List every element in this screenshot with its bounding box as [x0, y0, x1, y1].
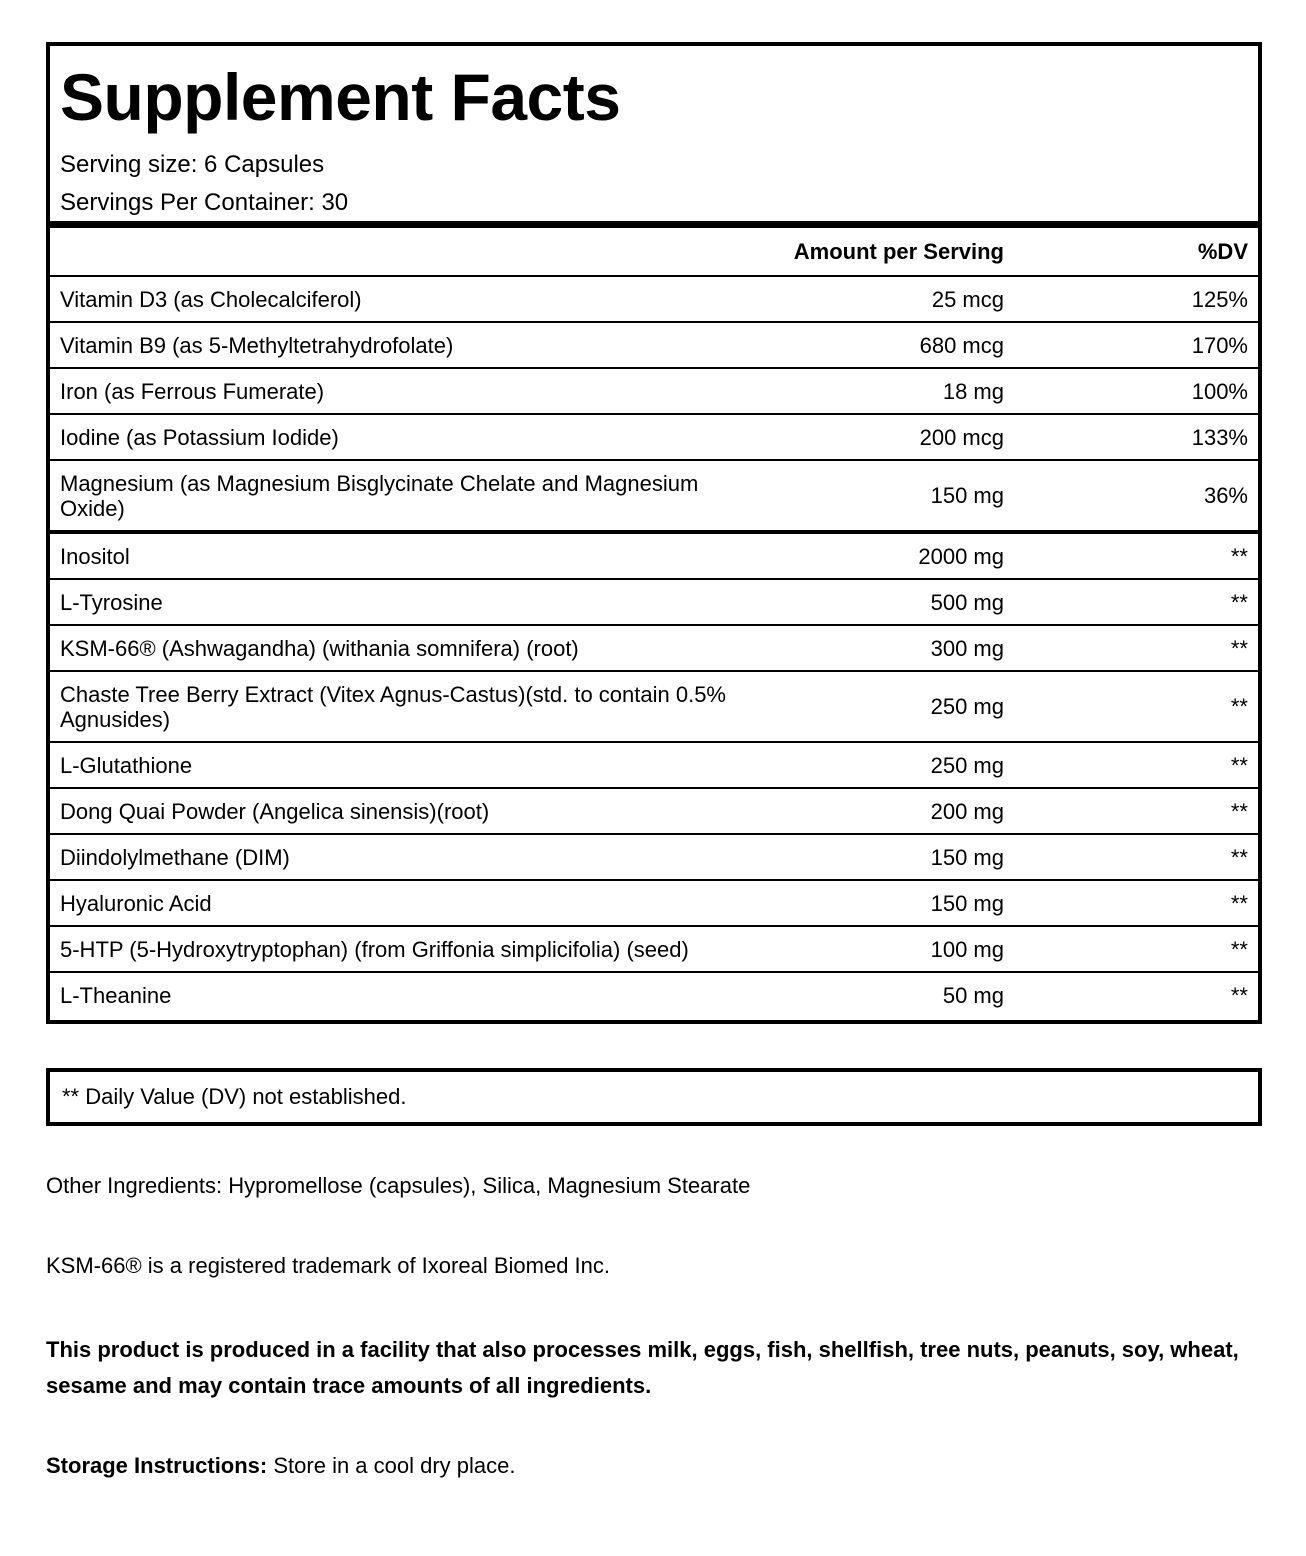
header-dv: %DV	[1014, 228, 1258, 276]
ingredient-name: Hyaluronic Acid	[50, 880, 768, 926]
table-row	[50, 579, 1258, 625]
ingredient-dv: **	[1014, 834, 1258, 880]
ingredient-amount: 150 mg	[768, 880, 1014, 926]
ingredient-amount: 250 mg	[768, 671, 1014, 742]
ingredient-dv: **	[1014, 926, 1258, 972]
ingredient-amount: 25 mcg	[768, 276, 1014, 322]
facts-title: Supplement Facts	[60, 60, 621, 134]
ingredient-name: Iron (as Ferrous Fumerate)	[50, 368, 768, 414]
ingredient-name: Inositol	[50, 532, 768, 579]
facts-table	[50, 228, 1258, 1017]
table-row	[50, 276, 1258, 322]
ingredient-dv: **	[1014, 625, 1258, 671]
allergen-warning: This product is produced in a facility that also processes milk, eggs, fish, shellfish, tree nuts, peanuts, soy, wheat, sesame and may contain trace amounts of all ingredients.	[46, 1337, 1239, 1398]
ingredient-name: Chaste Tree Berry Extract (Vitex Agnus-Castus)(std. to contain 0.5% Agnusides)	[50, 671, 768, 742]
serving-size: Serving size: 6 Capsules	[60, 151, 325, 178]
ingredient-name: KSM-66® (Ashwagandha) (withania somnifera) (root)	[50, 625, 768, 671]
ingredient-name: Vitamin D3 (as Cholecalciferol)	[50, 276, 768, 322]
header-amount: Amount per Serving	[768, 228, 1014, 276]
table-row	[50, 625, 1258, 671]
ingredient-name: Diindolylmethane (DIM)	[50, 834, 768, 880]
table-row	[50, 880, 1258, 926]
ingredient-dv: 133%	[1014, 414, 1258, 460]
ingredient-dv: 100%	[1014, 368, 1258, 414]
facts-header	[50, 46, 1258, 228]
servings-per-container: Servings Per Container: 30	[60, 189, 349, 216]
table-row	[50, 788, 1258, 834]
ingredient-name: L-Tyrosine	[50, 579, 768, 625]
ingredient-name: Dong Quai Powder (Angelica sinensis)(root)	[50, 788, 768, 834]
ingredient-amount: 2000 mg	[768, 532, 1014, 579]
ingredient-amount: 150 mg	[768, 460, 1014, 532]
ingredient-dv: 36%	[1014, 460, 1258, 532]
ingredient-amount: 200 mcg	[768, 414, 1014, 460]
ingredient-dv: **	[1230, 982, 1248, 1008]
ingredient-amount: 680 mcg	[768, 322, 1014, 368]
ingredient-dv: **	[1014, 880, 1258, 926]
header-name	[50, 228, 768, 276]
table-row	[50, 322, 1258, 368]
ingredient-dv: 170%	[1014, 322, 1258, 368]
ingredient-dv: **	[1014, 671, 1258, 742]
facts-table-header-row	[50, 228, 1258, 276]
ingredient-dv: **	[1014, 532, 1258, 579]
storage-label: Storage Instructions:	[46, 1453, 268, 1478]
table-row	[50, 972, 1258, 1017]
table-row	[50, 926, 1258, 972]
ingredient-amount: 100 mg	[768, 926, 1014, 972]
table-row	[50, 460, 1258, 532]
ingredient-amount: 250 mg	[768, 742, 1014, 788]
table-row	[50, 834, 1258, 880]
ingredient-name: Iodine (as Potassium Iodide)	[50, 414, 768, 460]
other-ingredients: Other Ingredients: Hypromellose (capsules), Silica, Magnesium Stearate	[46, 1173, 751, 1198]
ingredient-name: Vitamin B9 (as 5-Methyltetrahydrofolate)	[50, 322, 768, 368]
trademark-note: KSM-66® is a registered trademark of Ixoreal Biomed Inc.	[46, 1253, 610, 1278]
ingredient-amount: 300 mg	[768, 625, 1014, 671]
ingredient-amount: 150 mg	[768, 834, 1014, 880]
ingredient-name: L-Theanine	[60, 982, 172, 1008]
ingredient-name: Magnesium (as Magnesium Bisglycinate Chelate and Magnesium Oxide)	[50, 460, 768, 532]
storage-instructions	[46, 1448, 1262, 1484]
ingredient-dv: **	[1014, 742, 1258, 788]
table-row	[50, 368, 1258, 414]
storage-text: Store in a cool dry place.	[273, 1453, 516, 1478]
ingredient-dv: 125%	[1014, 276, 1258, 322]
ingredient-dv: **	[1014, 788, 1258, 834]
table-row	[50, 414, 1258, 460]
table-row	[50, 671, 1258, 742]
ingredient-dv: **	[1014, 579, 1258, 625]
supplement-facts-panel	[46, 42, 1262, 1024]
ingredient-amount: 18 mg	[768, 368, 1014, 414]
ingredient-name: L-Glutathione	[50, 742, 768, 788]
ingredient-amount: 200 mg	[768, 788, 1014, 834]
ingredient-amount: 50 mg	[942, 982, 1004, 1008]
table-row	[50, 742, 1258, 788]
ingredient-amount: 500 mg	[768, 579, 1014, 625]
table-row	[50, 532, 1258, 579]
ingredient-name: 5-HTP (5-Hydroxytryptophan) (from Griffonia simplicifolia) (seed)	[50, 926, 768, 972]
dv-note: ** Daily Value (DV) not established.	[46, 1068, 1262, 1126]
